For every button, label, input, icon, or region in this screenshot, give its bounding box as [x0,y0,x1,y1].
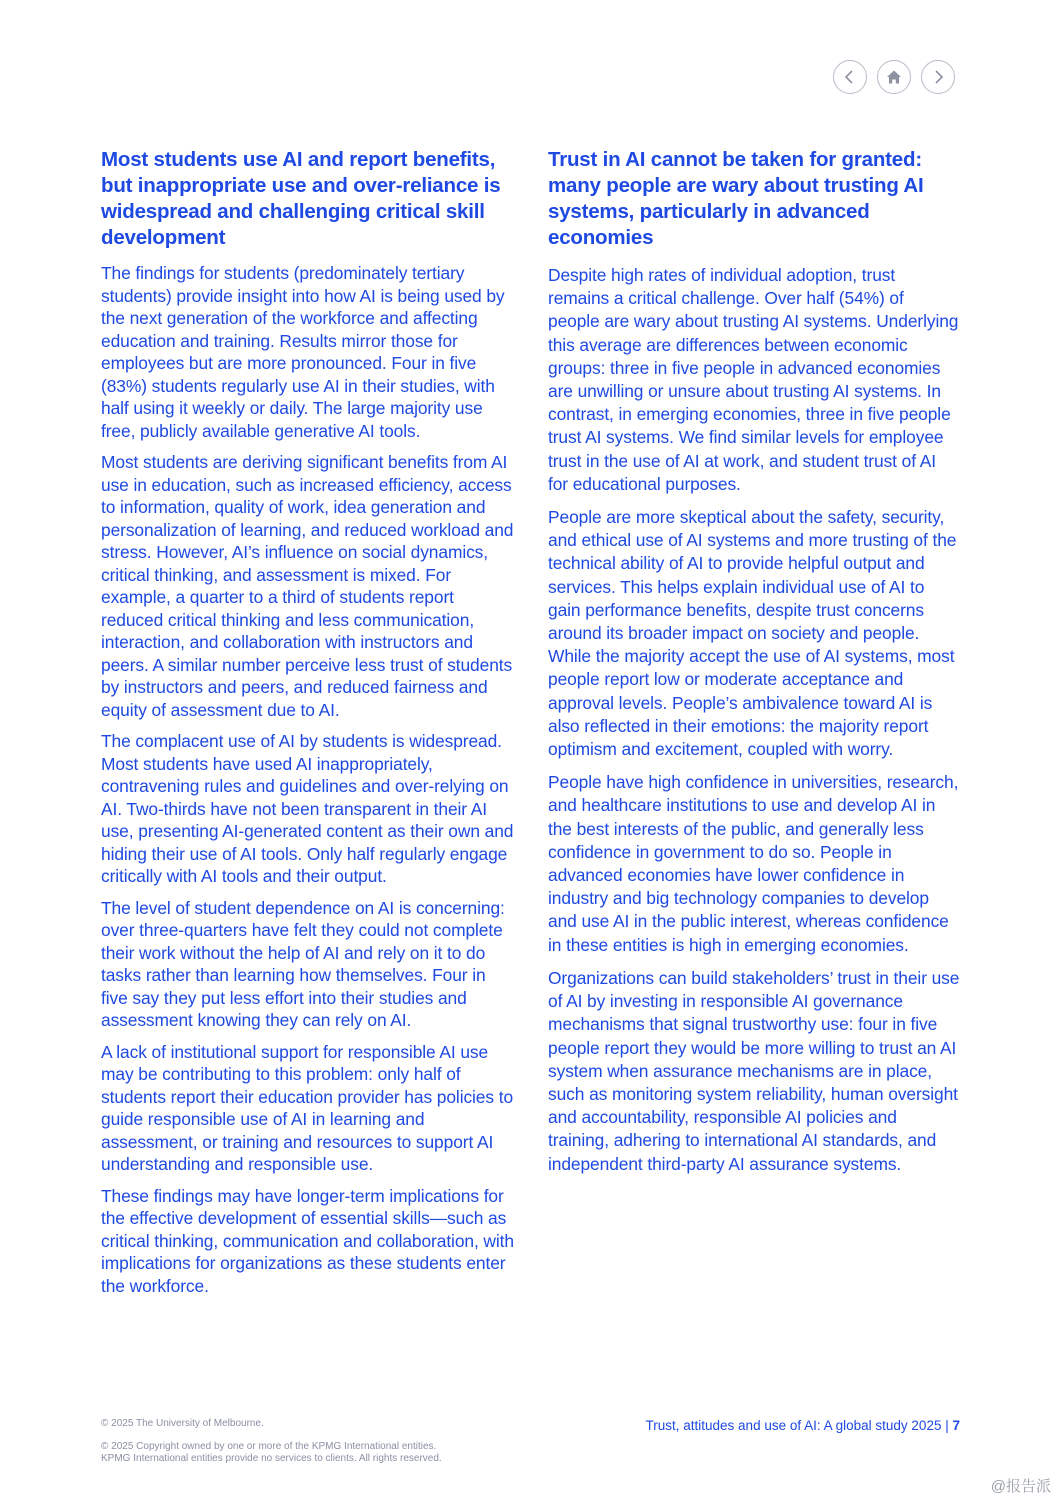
copyright-kpmg-line-1: © 2025 Copyright owned by one or more of the KPMG International entities. [101,1441,437,1452]
right-paragraph: Organizations can build stakeholders’ trust in their use of AI by investing in responsible AI governance mechanisms that signal trustworthy use: four in five people report they would be more willing to trust an AI system when assurance mechanisms are in place, such as monitoring system reliability, human oversight and accountability, responsible AI policies and training, adhering to international AI standards, and independent third-party AI assurance systems. [548,967,960,1174]
left-paragraph: The level of student dependence on AI is concerning: over three-quarters have felt they could not complete their work without the help of AI and rely on it to do tasks rather than learning how themselves. Four in five say they put less effort into their studies and assessment knowing they can rely on AI. [101,897,505,1030]
left-paragraph: Most students are deriving significant benefits from AI use in education, such as increased efficiency, access to information, quality of work, idea generation and personalization of learning, and reduced workload and stress. However, AI’s influence on social dynamics, critical thinking, and assessment is mixed. For example, a quarter to a third of students report reduced critical thinking and less communication, interaction, and collaboration with instructors and peers. A similar number perceive less trust of students by instructors and peers, and reduced fairness and equity of assessment due to AI. [101,452,514,720]
page-navigation [833,60,955,94]
watermark: @报告派 [990,1478,1051,1495]
previous-page-button[interactable] [833,60,867,94]
copyright-university: © 2025 The University of Melbourne. [101,1418,264,1429]
home-button[interactable] [877,60,911,94]
home-icon [886,69,902,85]
chevron-left-icon [842,69,858,85]
right-column [548,147,960,1186]
left-paragraph: The complacent use of AI by students is widespread. Most students have used AI inappropriately, contravening rules and guidelines and over-relying on AI. Two-thirds have not been transparent in their AI use, presenting AI-generated content as their own and hiding their use of AI tools. Only half regularly engage critically with AI tools and their output. [101,731,514,886]
left-section-heading: Most students use AI and report benefits, but inappropriate use and over-reliance is widespread and challenging critical skill development [101,148,501,249]
right-paragraph: Despite high rates of individual adoption, trust remains a critical challenge. Over half (54%) of people are wary about trusting AI systems. Underlying this average are differences between economic groups: three in five people in advanced economies are unwilling or unsure about trusting AI systems. In contrast, in emerging economies, three in five people trust AI systems. We find similar levels for employee trust in the use of AI at work, and student trust of AI for educational purposes. [548,265,959,494]
copyright-notice [101,1418,521,1465]
page-number: 7 [952,1418,960,1433]
left-paragraph: The findings for students (predominately tertiary students) provide insight into how AI is being used by the next generation of the workforce and affecting education and training. Results mirror those for employees but are more pronounced. Four in five (83%) students regularly use AI in their studies, with half using it weekly or daily. The large majority use free, publicly available generative AI tools. [101,263,505,441]
chevron-right-icon [930,69,946,85]
publication-title: Trust, attitudes and use of AI: A global study 2025 [645,1418,942,1433]
left-paragraph: These findings may have longer-term implications for the effective development of essential skills—such as critical thinking, communication and collaboration, with implications for organizations as these students enter the workforce. [101,1185,514,1296]
right-section-heading: Trust in AI cannot be taken for granted: many people are wary about trusting AI systems, particularly in advanced economies [548,148,924,249]
next-page-button[interactable] [921,60,955,94]
right-paragraph: People have high confidence in universities, research, and healthcare institutions to use and develop AI in the best interests of the public, and generally less confidence in government to do so. People in advanced economies have lower confidence in industry and big technology companies to develop and use AI in the public interest, whereas confidence in these entities is high in emerging economies. [548,772,959,955]
footer-separator: | [941,1418,953,1433]
page-footer [646,1418,960,1434]
right-paragraph: People are more skeptical about the safety, security, and ethical use of AI systems and more trusting of the technical ability of AI to provide helpful output and services. This helps explain individual use of AI to gain performance benefits, despite trust concerns around its broader impact on society and people. While the majority accept the use of AI systems, most people report low or moderate acceptance and approval levels. People’s ambivalence toward AI is also reflected in their emotions: the majority report optimism and excitement, coupled with worry. [548,507,957,760]
left-column [101,147,516,1306]
left-paragraph: A lack of institutional support for responsible AI use may be contributing to this problem: only half of students report their education provider has policies to guide responsible use of AI in learning and assessment, or training and resources to support AI understanding and responsible use. [101,1041,514,1174]
copyright-kpmg-line-2: KPMG International entities provide no services to clients. All rights reserved. [101,1453,442,1464]
